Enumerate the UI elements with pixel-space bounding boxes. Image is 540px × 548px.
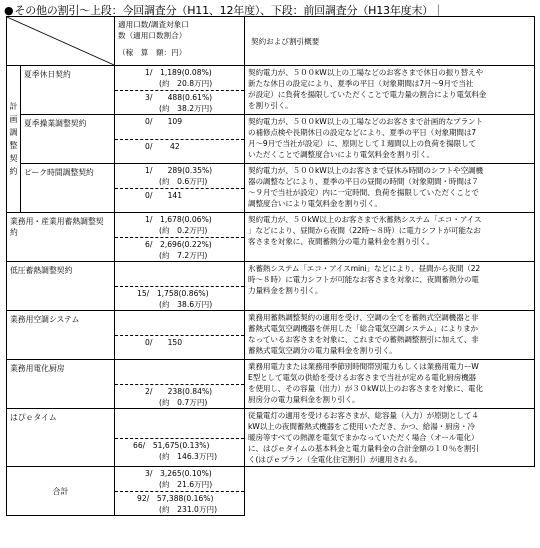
header-count bbox=[115, 17, 245, 66]
category-cell: 夏季休日契約 bbox=[21, 66, 115, 115]
count-cell: 1/ 289(0.35%) (約 0.6万円) 0/ 141 bbox=[115, 164, 245, 213]
header-diagonal-cell bbox=[7, 17, 115, 66]
title-text: その他の割引〜上段：今回調査分（H11、12年度）、下段：前回調査分（H13年度末）｜ bbox=[14, 4, 444, 17]
category-cell: 低圧蓄熱調整契約 bbox=[7, 262, 115, 311]
header-desc: 契約および割引概要 bbox=[245, 17, 535, 66]
table-row bbox=[7, 213, 535, 262]
desc-cell: 氷蓄熱システム「エコ・アイスmini」などにより、昼間から夜間（22 時〜８時）に電力シフトが可能なお客さまを対象に、夜間蓄熱分の電 力量料金を割り引く。 bbox=[245, 262, 535, 311]
desc-cell: 契約電力が、５００kW以上の工場などのお客さまで計画的なプラント の補修点検や長期休日の設定などにより、夏季の平日（対象期間は7 月〜9月で当社が設定）に、原則として１週間以上の負荷を揚限して いただくことで調整度合いにより電気料金を割り引く。 bbox=[245, 115, 535, 164]
discount-table bbox=[6, 16, 535, 516]
group-label-keikaku: 計 画 調 整 契 約 bbox=[7, 66, 21, 213]
category-cell: 業務用電化厨房 bbox=[7, 360, 115, 409]
desc-cell: 契約電力が、５００kW以上の工場などのお客さまで休日の振り替えや 新たな休日の設定により、夏季の平日（対象期間は7月〜9月で当社 が設定）に負荷を揚限していただくことで電力量の割合により電気料金 を割り引く。 bbox=[245, 66, 535, 115]
count-cell: 66/ 51,675(0.13%) (約 146.3万円) bbox=[115, 409, 245, 467]
table-row bbox=[7, 164, 535, 213]
desc-cell: 契約電力が、５００kW以上のお客さまで昼休み時間のシフトや空調機 器の調整などにより、夏季の平日の昼間の時間（対象期間・時間は７ 〜９月で当社が設定）内に一定時間、負荷を揚限していただくことで 調整度合いにより電気料金を割り引く。 bbox=[245, 164, 535, 213]
count-cell: 0/ 109 0/ 42 bbox=[115, 115, 245, 164]
desc-cell: 業務用蓄熱調整契約の適用を受け、空調の全てを蓄熱式空調機器と非 蓄熱式電気空調機器を併用した「総合電気空調システム」によりまか なっているお客さまを対象に、これまでの蓄熱調整割引に加えて、非 蓄熱式電気空調分の電力量料金を割り引く。 bbox=[245, 311, 535, 360]
table-row bbox=[7, 262, 535, 311]
header-row bbox=[7, 17, 535, 66]
desc-cell: 業務用電力または業務用季節別時間帯別電力もしくは業務用電力ーW E型として電気の供給を受けるお客さまで当社が定める電化厨房機器 を使用し、その容量（出力）が３０kW以上のお客さまを対象に、電化 厨房分の電力量料金を割り引く。 bbox=[245, 360, 535, 409]
total-count-cell: 3/ 3,265(0.10%) (約 21.6万円) 92/ 57,388(0.16%) (約 231.0万円) bbox=[115, 467, 245, 516]
desc-cell: 契約電力が、５０kW以上のお客さまで氷蓄熱システム「エコ・アイス 」などにより、昼間から夜間（22時〜８時）に電力シフトが可能なお 客さまを対象に、夜間蓄熱分の電力量料金を割り引く。 bbox=[245, 213, 535, 262]
category-cell: ピーク時間調整契約 bbox=[21, 164, 115, 213]
category-cell: 業務用・産業用蓄熱調整契約 bbox=[7, 213, 115, 262]
total-label: 合計 bbox=[7, 467, 115, 516]
table-row bbox=[7, 115, 535, 164]
category-cell: 業務用空調システム bbox=[7, 311, 115, 360]
diagonal-line bbox=[7, 17, 114, 65]
total-row bbox=[7, 467, 535, 516]
category-cell: はぴｅタイム bbox=[7, 409, 115, 467]
bullet: ● bbox=[4, 4, 14, 17]
count-cell: 1/ 1,678(0.06%) (約 0.2万円) 6/ 2,696(0.22%) (約 7.2万円) bbox=[115, 213, 245, 262]
count-cell: 1/ 1,189(0.08%) (約 20.8万円) 3/ 488(0.61%) (約 38.2万円) bbox=[115, 66, 245, 115]
header-count-line2: 数（適用口数割合） bbox=[118, 31, 187, 40]
table-row bbox=[7, 360, 535, 409]
table-row bbox=[7, 409, 535, 467]
header-count-line1: 適用口数/調査対象口 bbox=[118, 20, 189, 29]
table-row bbox=[7, 66, 535, 115]
count-cell: 2/ 238(0.84%) (約 0.7万円) bbox=[115, 360, 245, 409]
table-row bbox=[7, 311, 535, 360]
count-cell: 0/ 150 bbox=[115, 311, 245, 360]
total-desc-cell bbox=[245, 467, 535, 516]
desc-cell: 従量電灯の適用を受けるお客さまが、総容量（入力）が原則として４ kW以上の夜間蓄熱式機器をご使用いただき、かつ、給湯・厨房・冷 暖房等すべての熱源を電気でまかなっていただく場合（オール電化） に、はぴｅタイムの基本料金と電力量料金の合計金額の１０％を割引 く(はぴｅプラン（全電化住宅割引）が適用される。 bbox=[245, 409, 535, 467]
header-count-line3: （稼 算 額：円） bbox=[118, 48, 187, 57]
category-cell: 夏季操業調整契約 bbox=[21, 115, 115, 164]
count-cell: 15/ 1,758(0.86%) (約 38.6万円) bbox=[115, 262, 245, 311]
